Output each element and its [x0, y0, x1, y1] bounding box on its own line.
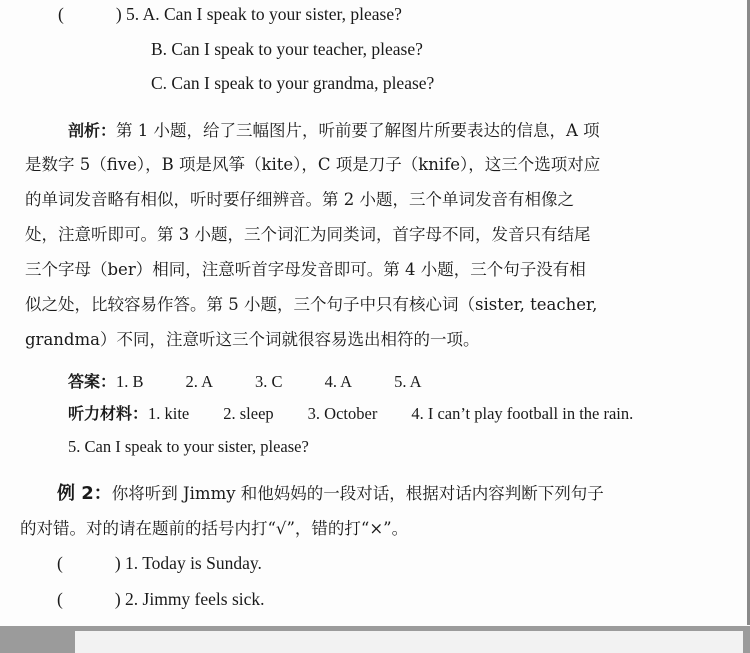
answer-3: 3. C	[255, 372, 283, 391]
example2-line-1	[57, 482, 604, 506]
q5-open-bracket: (	[58, 4, 64, 24]
listening-line-1	[68, 402, 633, 426]
example2-label: 例 2：	[57, 483, 112, 504]
answer-1: 1. B	[116, 372, 144, 391]
q5-line-a	[58, 2, 402, 26]
analysis-line-3: 的单词发音略有相似，听时要仔细辨音。第 2 小题，三个单词发音有相像之	[25, 190, 574, 209]
listening-4: 4. I can’t play football in the rain.	[411, 404, 634, 423]
answers-label: 答案：	[68, 372, 117, 391]
listening-3: 3. October	[307, 404, 378, 423]
q1-text: 1. Today is Sunday.	[125, 553, 262, 573]
analysis-line-7: grandma）不同，注意听这三个词就很容易选出相符的一项。	[25, 330, 480, 349]
listening-2: 2. sleep	[223, 404, 274, 423]
q1-open-bracket: (	[57, 553, 63, 573]
q2-text: 2. Jimmy feels sick.	[125, 589, 265, 609]
analysis-text-1: 第 1 小题，给了三幅图片，听前要了解图片所要表达的信息，A 项	[116, 121, 600, 140]
q1-close-bracket: )	[114, 553, 121, 573]
analysis-line-1	[68, 119, 600, 143]
q5-option-b: B. Can I speak to your teacher, please?	[151, 39, 423, 59]
answer-4: 4. A	[324, 372, 353, 391]
q5-option-c: C. Can I speak to your grandma, please?	[151, 73, 435, 93]
q2-open-bracket: (	[57, 589, 63, 609]
analysis-line-5: 三个字母（ber）相同，注意听首字母发音即可。第 4 小题，三个句子没有相	[25, 260, 586, 279]
analysis-line-6: 似之处，比较容易作答。第 5 小题，三个句子中只有核心词（sister, teacher,	[25, 295, 598, 314]
answers-line	[68, 370, 422, 394]
listening-1: 1. kite	[148, 404, 190, 423]
q5-option-a: A. Can I speak to your sister, please?	[142, 4, 402, 24]
example2-q2	[57, 587, 265, 611]
answer-2: 2. A	[185, 372, 214, 391]
analysis-line-2: 是数字 5（five），B 项是风筝（kite），C 项是刀子（knife），这三个选项对应	[25, 155, 601, 174]
answer-5: 5. A	[394, 372, 422, 391]
analysis-label: 剖析：	[68, 121, 117, 140]
example2-q1	[57, 551, 262, 575]
q5-close-bracket: )	[115, 4, 122, 24]
listening-label: 听力材料：	[68, 404, 149, 423]
example2-text-1: 你将听到 Jimmy 和他妈妈的一段对话，根据对话内容判断下列句子	[111, 484, 604, 503]
example2-line-2: 的对错。对的请在题前的括号内打“√”，错的打“×”。	[20, 519, 409, 538]
q5-number: 5.	[126, 4, 140, 24]
q2-close-bracket: )	[114, 589, 121, 609]
analysis-line-4: 处，注意听即可。第 3 小题，三个词汇为同类词，首字母不同，发音只有结尾	[25, 225, 591, 244]
next-page-edge	[75, 631, 743, 653]
listening-line-2: 5. Can I speak to your sister, please?	[68, 437, 309, 456]
